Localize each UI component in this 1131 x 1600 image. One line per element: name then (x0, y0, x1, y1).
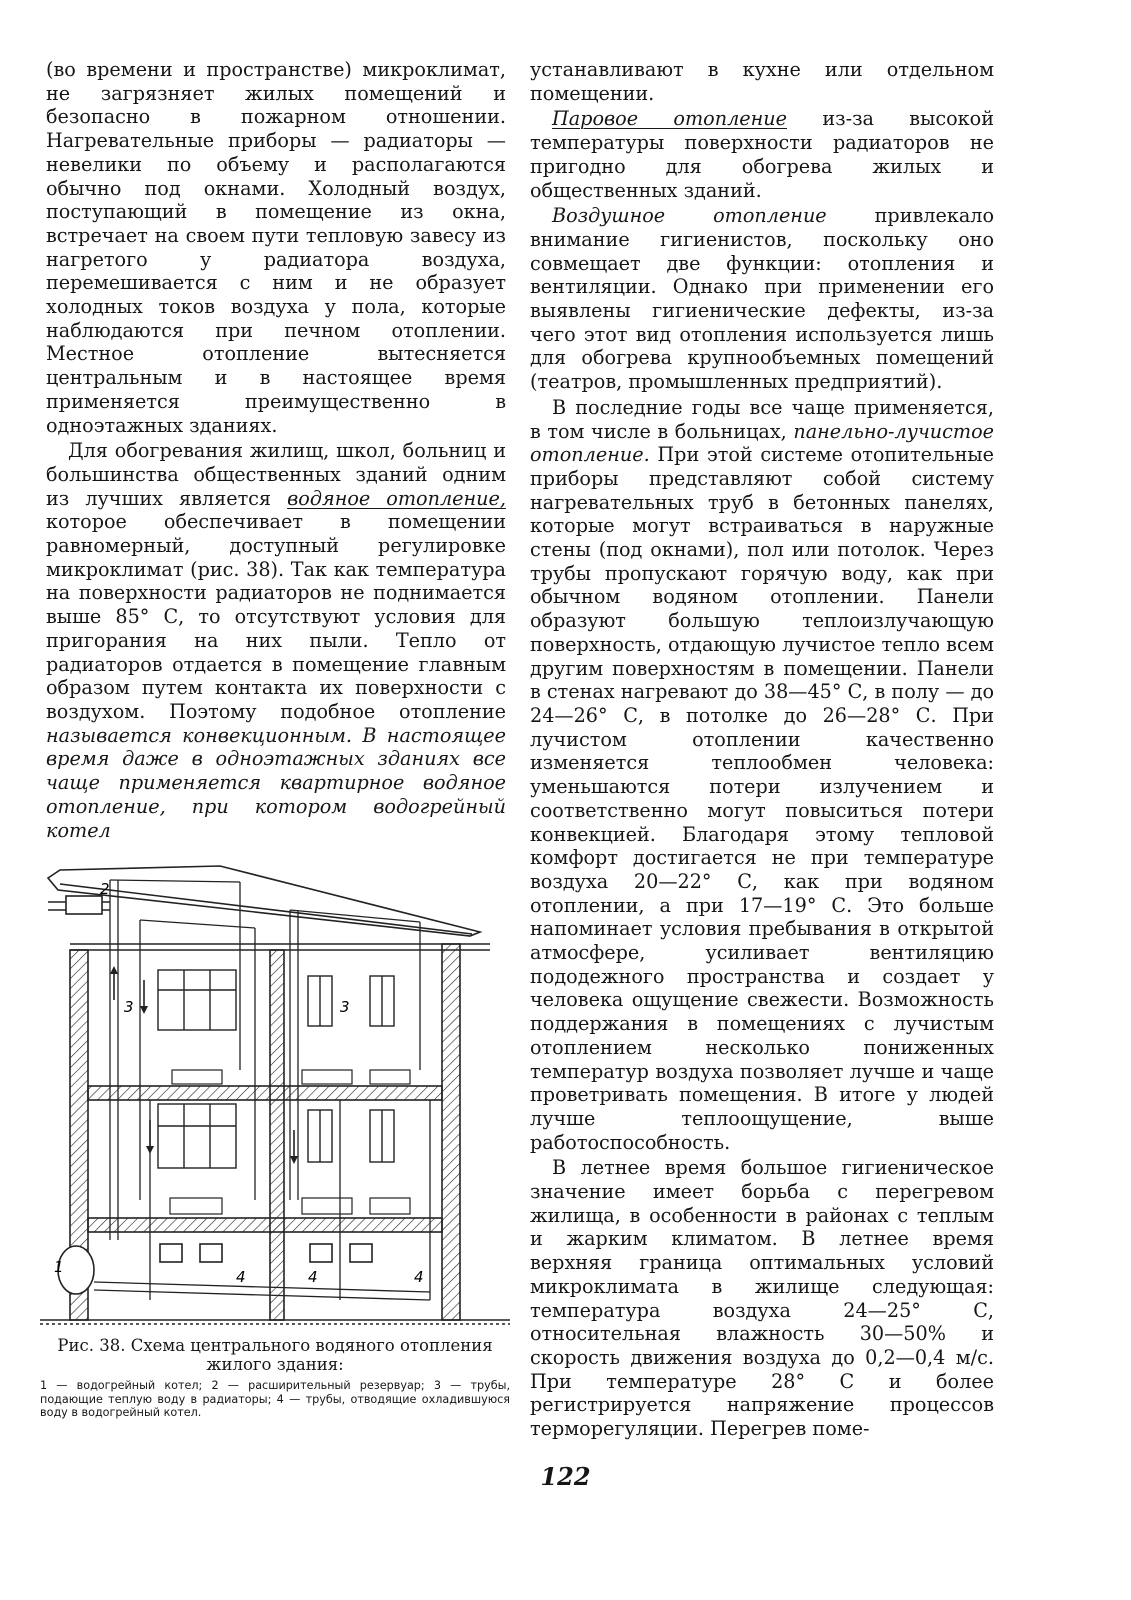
heating-scheme-drawing (40, 860, 510, 1330)
label-boiler: 1 (54, 1258, 64, 1276)
text-run: В последние годы все чаще применяется, в том числе в больницах, (530, 395, 994, 443)
label-tank: 2 (100, 880, 110, 898)
expansion-tank (66, 896, 102, 914)
text-run: которое обеспечивает в помещении равномерный, доступный регулировке микроклимат (рис. 38). Так как температура на поверхности радиаторов не поднимается выше 85° С, то отсутствуют условия для пригорания на них пыли. Тепло от радиаторов отдается в помещение главным образом путем контакта их поверхности с воздухом. Поэтому подобное отопление (46, 510, 506, 723)
return-pipes (94, 1100, 430, 1300)
supply-pipes (110, 880, 420, 1240)
paragraph-right-2 (530, 107, 994, 202)
text-run: Для обогревания жилищ, школ, больниц и большинства общественных зданий одним из лучших является (46, 439, 506, 510)
left-text-column (46, 58, 506, 842)
figure-caption-title: Рис. 38. Схема центрального водяного отопления жилого здания: (57, 1336, 493, 1374)
roof-outline (48, 866, 480, 936)
middle-wall (270, 950, 284, 1320)
label-return-mid: 4 (308, 1268, 318, 1286)
paragraph-right-5: В летнее время большое гигиеническое значение имеет борьба с перегревом жилища, в особенности в районах с теплым и жарким климатом. В летнее время верхняя граница оптимальных условий микроклимата в жилище следующая: температура воздуха 24—25° С, относительная влажность 30—50% и скорость движения воздуха до 0,2—0,4 м/с. При температуре 28° С и более регистрируется напряжение процессов терморегуляции. Перегрев поме- (530, 1156, 994, 1441)
paragraph-right-3 (530, 204, 994, 394)
paragraph-right-4 (530, 396, 994, 1155)
figure-caption (40, 1336, 510, 1420)
paragraph-left-1: (во времени и пространстве) микроклимат, не загрязняет жилых помещений и безопасно в пожарном отношении. Нагревательные приборы — радиаторы — невелики по объему и располагаются обычно под окнами. Холодный воздух, поступающий в помещение из окна, встречает на своем пути тепловую завесу из нагретого у радиатора воздуха, перемешивается с ним и не образует холодных токов воздуха у пола, которые наблюдаются при печном отоплении. Местное отопление вытесняется центральным и в настоящее время применяется преимущественно в одноэтажных зданиях. (46, 58, 506, 437)
page-number: 122 (540, 1462, 591, 1491)
term-water-heating: водяное отопление, (287, 486, 506, 510)
term-convection: называется конвекционным. (46, 723, 352, 747)
label-return-right: 4 (414, 1268, 424, 1286)
figure-caption-legend: 1 — водогрейный котел; 2 — расширительный резервуар; 3 — трубы, подающие теплую воду в радиаторы; 4 — трубы, отводящие охладившуюся воду в водогрейный котел. (40, 1379, 510, 1419)
text-run-italic: В настоящее время даже в одноэтажных зданиях все чаще применяется квартирное водяное отопление, при котором водогрейный котел (46, 723, 506, 842)
paragraph-right-1: устанавливают в кухне или отдельном помещении. (530, 58, 994, 105)
floor-slab-2 (88, 1218, 442, 1232)
text-run: из-за высокой температуры поверхности радиаторов не пригодно для обогрева жилых и общественных зданий. (530, 107, 995, 202)
label-supply-right: 3 (340, 998, 350, 1016)
term-panel-radiant-heating: панельно-лучистое отопление. (530, 419, 994, 467)
term-steam-heating: Паровое отопление (552, 107, 787, 131)
paragraph-left-2 (46, 439, 506, 842)
term-air-heating: Воздушное отопление (552, 204, 827, 228)
right-text-column (530, 58, 994, 1441)
label-supply-left: 3 (124, 998, 134, 1016)
heating-scheme-figure (40, 860, 510, 1330)
right-wall (442, 944, 460, 1320)
text-run: привлекало внимание гигиенистов, поскольку оно совмещает две функции: отопления и вентиляции. Однако при применении его выявлены гигиенические дефекты, из-за чего этот вид отопления используется лишь для обогрева крупнообъемных помещений (театров, промышленных предприятий). (530, 204, 995, 394)
label-return-left: 4 (236, 1268, 246, 1286)
text-run: При этой системе отопительные приборы представляют собой систему нагревательных труб в бетонных панелях, которые могут встраиваться в наружные стены (под окнами), пол или потолок. Через трубы пропускают горячую воду, как при обычном водяном отоплении. Панели образуют большую теплоизлучающую поверхность, отдающую лучистое тепло всем другим поверхностям в помещении. Панели в стенах нагревают до 38—45° С, в полу — до 24—26° С, в потолке до 26—28° С. При лучистом отоплении качественно изменяется теплообмен человека: уменьшаются потери излучением и соответственно могут повыситься потери конвекцией. Благодаря этому тепловой комфорт достигается не при температуре воздуха 20—22° С, как при водяном отоплении, а при 17—19° С. Это больше напоминает условия пребывания в открытой атмосфере, усиливает вентиляцию пододежного пространства и создает у человека ощущение свежести. Возможность поддержания в помещениях с лучистым отоплением несколько пониженных температур воздуха позволяет лучше и чаще проветривать помещения. В итоге у людей лучше теплоощущение, выше работоспособность. (530, 443, 994, 1154)
floor-slab-1 (88, 1086, 442, 1100)
